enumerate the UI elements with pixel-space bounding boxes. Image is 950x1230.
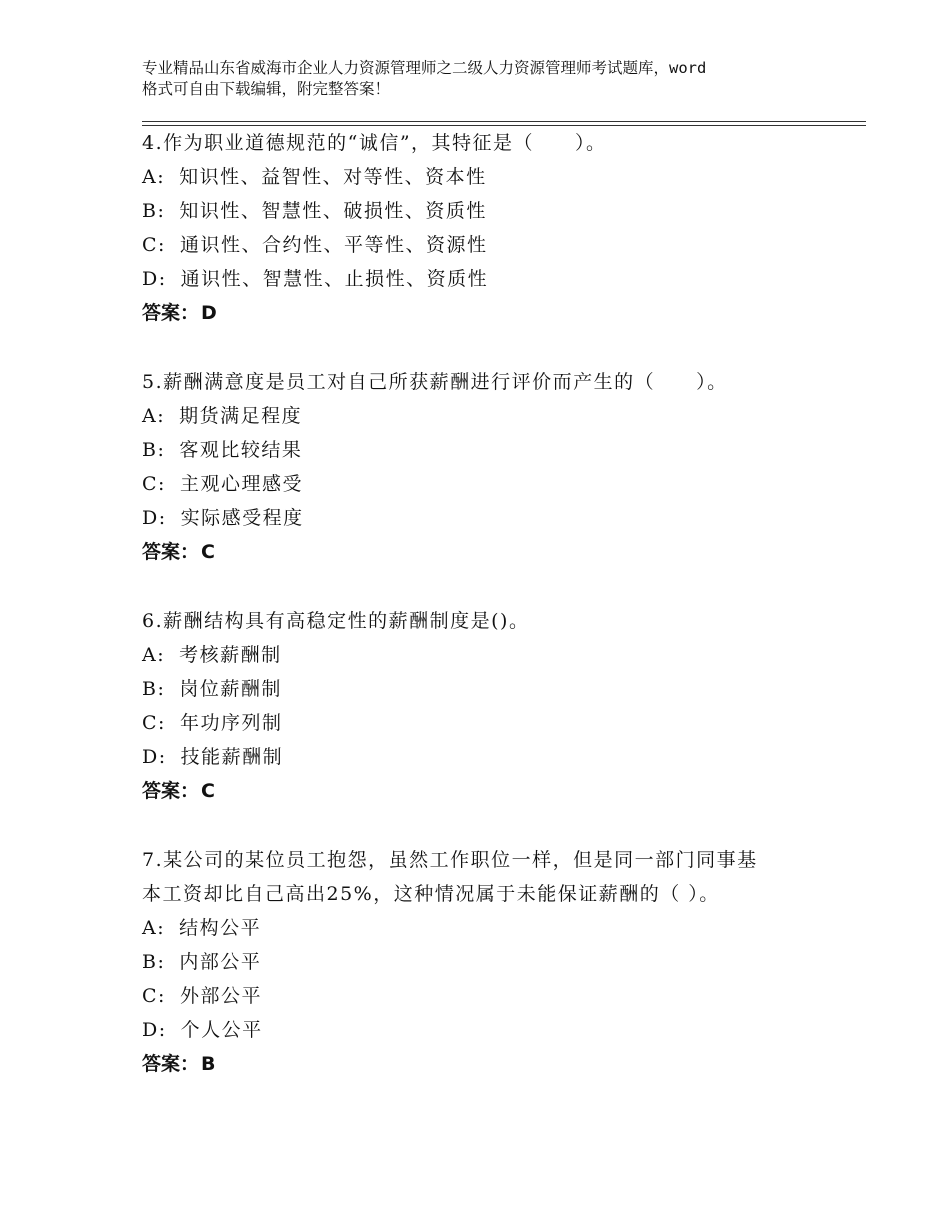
option-a — [142, 160, 842, 194]
option-c — [142, 467, 842, 501]
option-text: 年功序列制 — [179, 712, 283, 734]
option-a — [142, 638, 842, 672]
option-key: B: — [142, 678, 166, 700]
option-key: C: — [142, 712, 166, 734]
option-text: 技能薪酬制 — [180, 746, 284, 768]
option-b — [142, 945, 842, 979]
answer-line — [142, 774, 842, 808]
answer-value: C — [201, 780, 215, 802]
option-key: C: — [142, 234, 166, 256]
option-text: 客观比较结果 — [179, 439, 303, 461]
option-key: B: — [142, 439, 166, 461]
option-a — [142, 399, 842, 433]
answer-label: 答案： — [142, 541, 200, 563]
option-key: B: — [142, 200, 166, 222]
answer-label: 答案： — [142, 780, 200, 802]
option-text: 内部公平 — [179, 951, 262, 973]
option-text: 通识性、合约性、平等性、资源性 — [179, 234, 488, 256]
question-4 — [142, 126, 842, 330]
option-d — [142, 262, 842, 296]
question-stem-line-2: 本工资却比自己高出25%，这种情况属于未能保证薪酬的（ ）。 — [142, 883, 720, 905]
option-text: 知识性、智慧性、破损性、资质性 — [179, 200, 487, 222]
answer-value: B — [201, 1053, 216, 1075]
answer-value: D — [201, 302, 217, 324]
option-text: 考核薪酬制 — [179, 644, 282, 666]
answer-line — [142, 1047, 842, 1081]
option-b — [142, 194, 842, 228]
answer-line — [142, 296, 842, 330]
option-key: D: — [142, 268, 167, 290]
option-key: A: — [142, 166, 166, 188]
header-line-1: 专业精品山东省威海市企业人力资源管理师之二级人力资源管理师考试题库，word — [142, 59, 707, 77]
option-c — [142, 706, 842, 740]
header-line-2: 格式可自由下载编辑，附完整答案！ — [142, 80, 391, 98]
option-text: 结构公平 — [179, 917, 262, 939]
answer-label: 答案： — [142, 1053, 200, 1075]
option-a — [142, 911, 842, 945]
option-d — [142, 501, 842, 535]
question-5 — [142, 365, 842, 569]
question-7 — [142, 843, 842, 1081]
option-key: A: — [142, 405, 166, 427]
option-text: 外部公平 — [179, 985, 262, 1007]
question-stem: 6.薪酬结构具有高稳定性的薪酬制度是()。 — [142, 610, 530, 632]
answer-label: 答案： — [142, 302, 200, 324]
option-text: 知识性、益智性、对等性、资本性 — [179, 166, 487, 188]
question-stem-line-1: 7.某公司的某位员工抱怨，虽然工作职位一样，但是同一部门同事基 — [142, 849, 758, 871]
option-key: A: — [142, 917, 166, 939]
option-text: 岗位薪酬制 — [179, 678, 282, 700]
option-d — [142, 740, 842, 774]
option-b — [142, 433, 842, 467]
option-c — [142, 979, 842, 1013]
option-key: D: — [142, 1019, 167, 1041]
option-text: 主观心理感受 — [179, 473, 303, 495]
option-text: 实际感受程度 — [180, 507, 304, 529]
answer-value: C — [201, 541, 215, 563]
option-text: 期货满足程度 — [179, 405, 303, 427]
option-b — [142, 672, 842, 706]
option-d — [142, 1013, 842, 1047]
question-6 — [142, 604, 842, 808]
header-divider-top — [142, 121, 866, 122]
option-text: 个人公平 — [180, 1019, 263, 1041]
option-key: C: — [142, 473, 166, 495]
option-text: 通识性、智慧性、止损性、资质性 — [180, 268, 489, 290]
question-stem: 5.薪酬满意度是员工对自己所获薪酬进行评价而产生的（ ）。 — [142, 371, 728, 393]
question-stem: 4.作为职业道德规范的“诚信”，其特征是（ ）。 — [142, 132, 607, 154]
option-c — [142, 228, 842, 262]
option-key: B: — [142, 951, 166, 973]
answer-line — [142, 535, 842, 569]
option-key: A: — [142, 644, 166, 666]
option-key: D: — [142, 746, 167, 768]
document-header — [142, 58, 842, 100]
option-key: C: — [142, 985, 166, 1007]
option-key: D: — [142, 507, 167, 529]
